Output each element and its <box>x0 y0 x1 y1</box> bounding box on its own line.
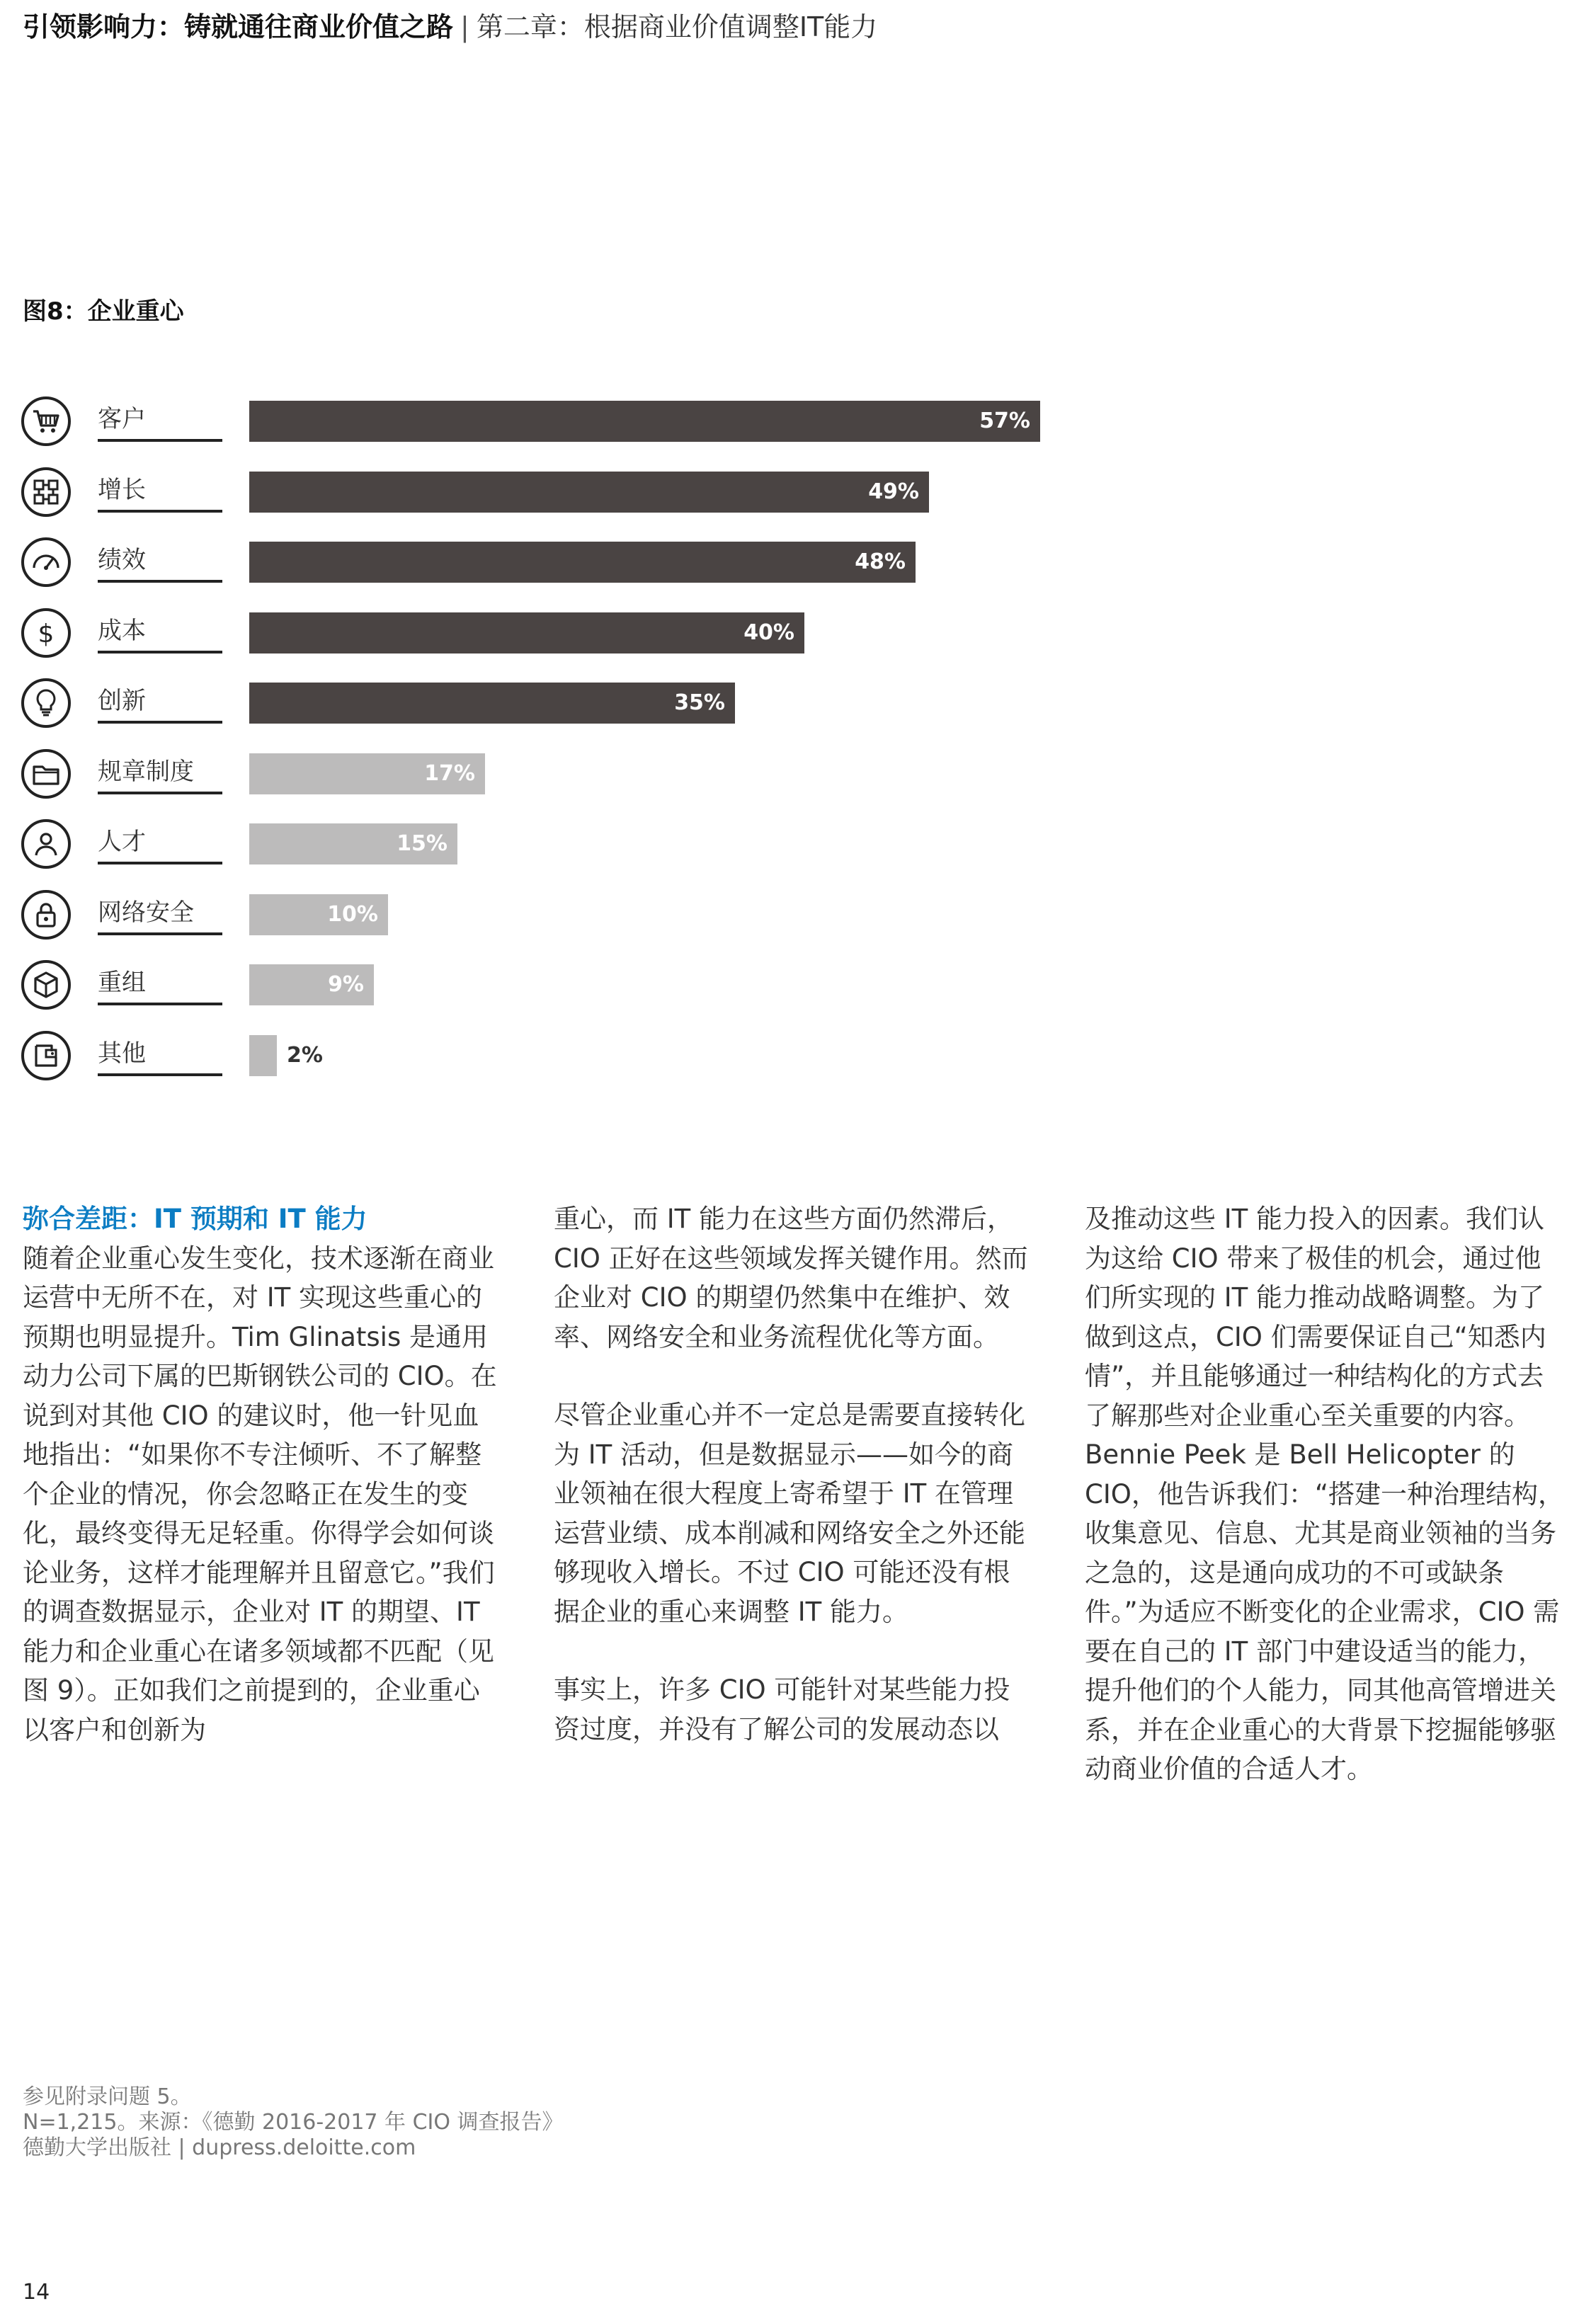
label-underline <box>98 862 222 864</box>
chapter-title: 第二章：根据商业价值调整IT能力 <box>476 11 878 42</box>
category-label: 人才 <box>98 828 146 856</box>
category-label: 增长 <box>98 475 146 504</box>
section-heading: 弥合差距：IT 预期和 IT 能力 <box>23 1204 367 1234</box>
paragraph: 随着企业重心发生变化，技术逐渐在商业运营中无所不在，对 IT 实现这些重心的预期也明显提升。Tim Glinatsis 是通用动力公司下属的巴斯钢铁公司的 CIO。在说到对其他 CIO 的建议时，他一针见血地指出：“如果你不专注倾听、不了解整个企业的情况，你会忽略正在发生的变化，最终变得无足轻重。你得学会如何谈论业务，这样才能理解并且留意它。”我们的调查数据显示，企业对 IT 的期望、IT 能力和企业重心在诸多领域都不匹配（见图 9）。正如我们之前提到的，企业重心以客户和创新为 <box>23 1243 497 1745</box>
dollar-icon <box>21 608 71 658</box>
bar <box>249 1035 277 1076</box>
footnote-reference: 参见附录问题 5。 <box>23 2084 192 2109</box>
bar <box>249 683 735 724</box>
bar-value-label: 2% <box>287 1042 323 1068</box>
bar-value-label: 17% <box>424 760 475 786</box>
paragraph: 及推动这些 IT 能力投入的因素。我们认为这给 CIO 带来了极佳的机会，通过他们所实现的 IT 能力推动战略调整。为了做到这点，CIO 们需要保证自己“知悉内情”，并且能够通过一种结构化的方式去了解那些对企业重心至关重要的内容。Bennie Peek 是 Bell Helicopter 的 CIO，他告诉我们：“搭建一种治理结构，收集意见、信息、尤其是商业领袖的当务之急的，这是通向成功的不可或缺条件。”为适应不断变化的企业需求，CIO 需要在自己的 IT 部门中建设适当的能力，提升他们的个人能力，同其他高管增进关系，并在企业重心的大背景下挖掘能够驱动商业价值的合适人才。 <box>1085 1204 1565 1784</box>
bar <box>249 542 916 583</box>
chart-row <box>0 881 1133 952</box>
label-underline <box>98 580 222 583</box>
lightbulb-icon <box>21 678 71 728</box>
paragraph: 重心，而 IT 能力在这些方面仍然滞后，CIO 正好在这些领域发挥关键作用。然而企业对 CIO 的期望仍然集中在维护、效率、网络安全和业务流程优化等方面。 <box>554 1204 1028 1352</box>
category-label: 成本 <box>98 616 146 645</box>
chart-row <box>0 600 1133 670</box>
category-label: 其他 <box>98 1039 146 1068</box>
lock-icon <box>21 890 71 940</box>
shopping-cart-icon <box>21 396 71 446</box>
chart-row <box>0 741 1133 811</box>
figure-footnote <box>23 2084 564 2161</box>
chart-row <box>0 529 1133 600</box>
bar <box>249 401 1040 442</box>
paragraph: 尽管企业重心并不一定总是需要直接转化为 IT 活动，但是数据显示——如今的商业领袖在很大程度上寄希望于 IT 在管理运营业绩、成本削减和网络安全之外还能够现收入增长。不过 CIO 可能还没有根据企业的重心来调整 IT 能力。 <box>554 1400 1025 1627</box>
bar-value-label: 35% <box>674 690 725 715</box>
label-underline <box>98 1073 222 1076</box>
bar-value-label: 40% <box>743 620 794 645</box>
text-column-1 <box>23 1199 504 1788</box>
report-title: 引领影响力：铸就通往商业价值之路 <box>23 11 454 42</box>
category-label: 绩效 <box>98 546 146 574</box>
category-label: 创新 <box>98 687 146 715</box>
label-underline <box>98 792 222 794</box>
bar <box>249 472 929 513</box>
label-underline <box>98 651 222 653</box>
chart-row <box>0 952 1133 1022</box>
bar <box>249 612 804 653</box>
chart-row <box>0 811 1133 881</box>
person-icon <box>21 819 71 869</box>
chart-row <box>0 388 1133 459</box>
footnote-publisher: 德勤大学出版社 | dupress.deloitte.com <box>23 2135 416 2160</box>
other-icon <box>21 1031 71 1080</box>
label-underline <box>98 439 222 442</box>
cube-icon <box>21 960 71 1010</box>
chart-row <box>0 459 1133 530</box>
figure-title: 图8：企业重心 <box>23 297 184 326</box>
category-label: 网络安全 <box>98 898 194 927</box>
chart-row <box>0 1022 1133 1093</box>
header-separator: | <box>460 11 469 42</box>
footnote-source: N=1,215。来源：《德勤 2016-2017 年 CIO 调查报告》 <box>23 2110 564 2135</box>
running-header <box>23 8 877 45</box>
growth-grid-icon <box>21 467 71 517</box>
label-underline <box>98 721 222 724</box>
svg-text:$: $ <box>38 619 55 649</box>
category-label: 规章制度 <box>98 757 194 786</box>
bar-value-label: 57% <box>979 409 1030 433</box>
bar-value-label: 9% <box>328 972 364 997</box>
label-underline <box>98 510 222 513</box>
gauge-icon <box>21 537 71 587</box>
bar-value-label: 10% <box>327 901 378 927</box>
folder-icon <box>21 749 71 799</box>
bar-value-label: 48% <box>855 549 906 574</box>
bar-value-label: 49% <box>868 479 919 504</box>
text-column-2 <box>554 1199 1035 1788</box>
label-underline <box>98 932 222 935</box>
chart-row <box>0 670 1133 741</box>
page-number: 14 <box>23 2280 50 2305</box>
paragraph: 事实上，许多 CIO 可能针对某些能力投资过度，并没有了解公司的发展动态以 <box>554 1674 1010 1745</box>
text-column-3 <box>1085 1199 1566 1828</box>
category-label: 客户 <box>98 405 146 433</box>
label-underline <box>98 1003 222 1005</box>
category-label: 重组 <box>98 969 146 997</box>
bar-value-label: 15% <box>397 831 448 856</box>
